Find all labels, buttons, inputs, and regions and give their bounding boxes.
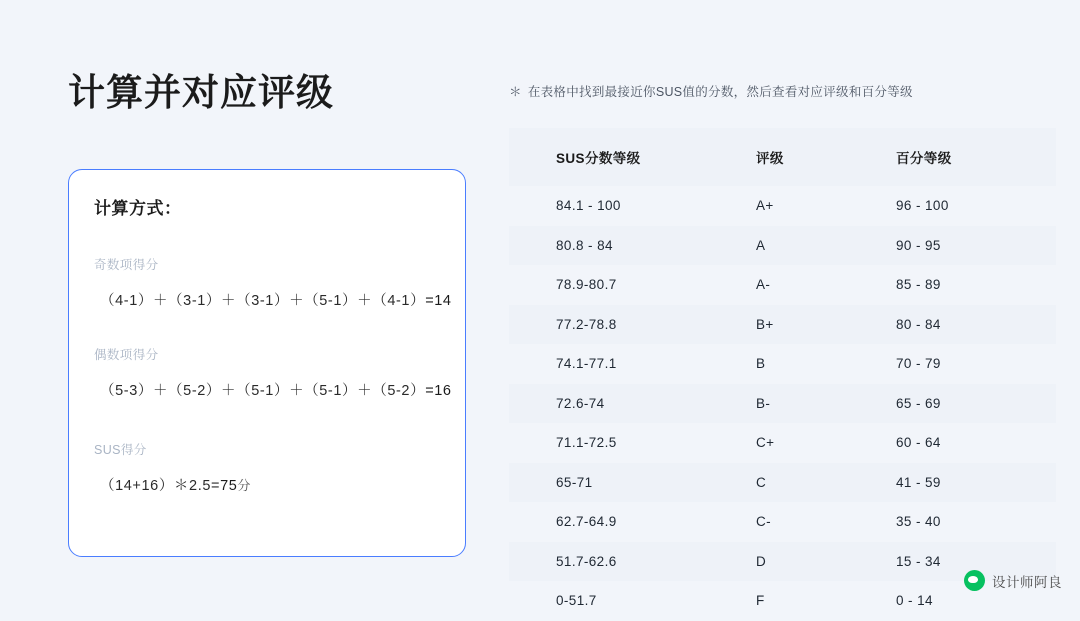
cell-percentile: 41 - 59	[896, 474, 941, 490]
cell-grade: C	[756, 474, 767, 490]
cell-percentile: 15 - 34	[896, 553, 941, 569]
cell-score: 62.7-64.9	[556, 514, 617, 530]
table-row	[509, 186, 1056, 226]
calc-expression-text: （5-3）＋（5-2）＋（5-1）＋（5-1）＋（5-2）	[100, 383, 426, 399]
calc-block-label: 奇数项得分	[94, 258, 159, 272]
table-note	[509, 82, 913, 100]
column-header-score: SUS分数等级	[556, 151, 641, 166]
cell-grade: A	[756, 237, 766, 253]
cell-percentile: 35 - 40	[896, 514, 941, 530]
cell-score: 78.9-80.7	[556, 277, 617, 293]
calc-block-even	[94, 345, 452, 400]
table-row	[509, 265, 1056, 305]
cell-percentile: 65 - 69	[896, 395, 941, 411]
cell-grade: A-	[756, 277, 771, 293]
grade-table	[509, 128, 1056, 621]
calc-block-expression	[94, 474, 444, 495]
table-row	[509, 502, 1056, 542]
cell-score: 71.1-72.5	[556, 435, 617, 451]
calc-expression-result: =14	[425, 293, 452, 309]
watermark	[964, 570, 1062, 591]
table-note-text: 在表格中找到最接近你SUS值的分数，然后查看对应评级和百分等级	[527, 85, 913, 99]
column-header-grade: 评级	[756, 151, 784, 166]
table-header-row	[509, 128, 1056, 186]
calc-block-expression	[94, 379, 452, 400]
cell-score: 74.1-77.1	[556, 356, 617, 372]
cell-grade: A+	[756, 198, 774, 214]
calc-expression-text: （4-1）＋（3-1）＋（3-1）＋（5-1）＋（4-1）	[100, 293, 426, 309]
cell-grade: F	[756, 593, 765, 609]
calculation-card	[68, 169, 466, 557]
cell-score: 0-51.7	[556, 593, 597, 609]
page-title: 计算并对应评级	[68, 72, 334, 113]
table-row	[509, 423, 1056, 463]
watermark-label: 设计师阿良	[992, 574, 1062, 590]
cell-percentile: 80 - 84	[896, 316, 941, 332]
calc-block-sus	[94, 440, 444, 495]
grade-table-body	[509, 186, 1056, 621]
cell-score: 51.7-62.6	[556, 553, 617, 569]
table-row	[509, 305, 1056, 345]
calc-expression-unit: 分	[237, 478, 252, 493]
table-row	[509, 463, 1056, 503]
cell-grade: B	[756, 356, 766, 372]
calc-expression-result: 75	[220, 478, 238, 494]
grade-table-head	[509, 128, 1056, 186]
asterisk-icon: ＊	[509, 85, 522, 99]
cell-grade: B+	[756, 316, 774, 332]
cell-score: 80.8 - 84	[556, 237, 613, 253]
left-column	[0, 0, 500, 619]
cell-score: 84.1 - 100	[556, 198, 621, 214]
table-row	[509, 384, 1056, 424]
cell-score: 77.2-78.8	[556, 316, 617, 332]
calc-block-label: SUS得分	[94, 443, 147, 457]
table-row	[509, 344, 1056, 384]
cell-grade: B-	[756, 395, 771, 411]
cell-percentile: 90 - 95	[896, 237, 941, 253]
calculation-card-title: 计算方式：	[94, 199, 182, 218]
cell-score: 72.6-74	[556, 395, 605, 411]
cell-percentile: 85 - 89	[896, 277, 941, 293]
calc-expression-result: =16	[425, 383, 452, 399]
table-row	[509, 226, 1056, 266]
column-header-percentile: 百分等级	[896, 151, 952, 166]
calc-block-expression	[94, 289, 452, 310]
right-column	[500, 0, 1080, 619]
cell-grade: C-	[756, 514, 772, 530]
cell-percentile: 60 - 64	[896, 435, 941, 451]
cell-score: 65-71	[556, 474, 593, 490]
cell-percentile: 70 - 79	[896, 356, 941, 372]
cell-percentile: 96 - 100	[896, 198, 949, 214]
calc-block-label: 偶数项得分	[94, 348, 159, 362]
calc-expression-text: （14+16）＊2.5=	[100, 478, 221, 494]
calc-block-odd	[94, 255, 452, 310]
cell-percentile: 0 - 14	[896, 593, 933, 609]
cell-grade: C+	[756, 435, 775, 451]
cell-grade: D	[756, 553, 767, 569]
wechat-icon	[964, 570, 985, 591]
